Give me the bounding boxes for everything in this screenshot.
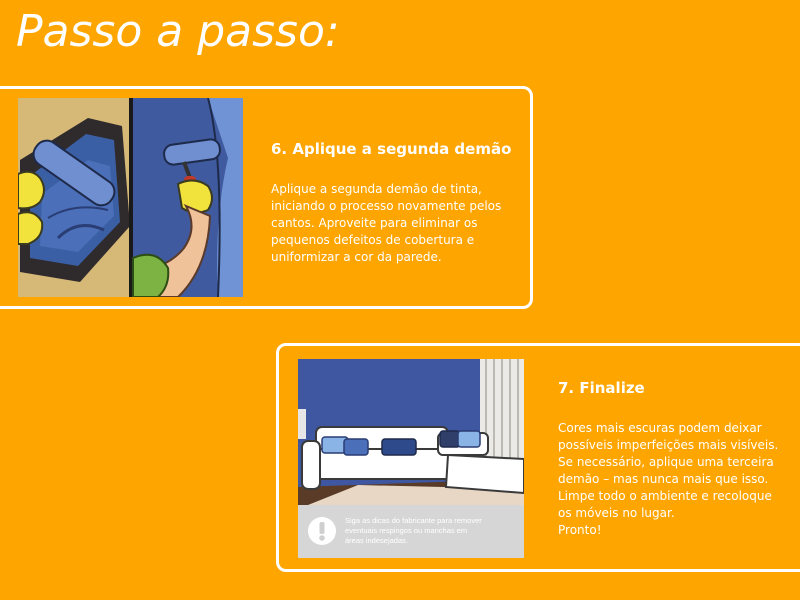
tip-box bbox=[298, 505, 524, 558]
painting-roller-wall-illustration bbox=[18, 98, 243, 297]
step-6-line: pequenos defeitos de cobertura e bbox=[271, 233, 475, 247]
step-7-line: possíveis imperfeições mais visíveis. bbox=[558, 438, 779, 452]
step-6-description bbox=[271, 181, 511, 266]
step-7-description bbox=[558, 420, 794, 539]
step-7-line: Cores mais escuras podem deixar bbox=[558, 421, 762, 435]
step-7-line: os móveis no lugar. bbox=[558, 506, 675, 520]
step-7-line: demão – mas nunca mais que isso. bbox=[558, 472, 769, 486]
step-7-title: 7. Finalize bbox=[558, 379, 645, 397]
living-room-sofa-illustration bbox=[298, 359, 524, 558]
step-6-title: 6. Aplique a segunda demão bbox=[271, 140, 512, 158]
step-6-line: cantos. Aproveite para eliminar os bbox=[271, 216, 478, 230]
step-6-line: iniciando o processo novamente pelos bbox=[271, 199, 502, 213]
step-6-line: Aplique a segunda demão de tinta, bbox=[271, 182, 482, 196]
page-title: Passo a passo: bbox=[16, 6, 340, 57]
tip-line: Siga as dicas do fabricante para remover bbox=[345, 516, 482, 525]
step-7-line: Se necessário, aplique uma terceira bbox=[558, 455, 774, 469]
tip-line: áreas indesejadas. bbox=[345, 536, 408, 545]
tip-line: eventuais respingos ou manchas em bbox=[345, 526, 468, 535]
step-7-line: Pronto! bbox=[558, 523, 602, 537]
exclamation-icon bbox=[307, 516, 337, 546]
tip-text bbox=[345, 516, 517, 546]
step-7-line: Limpe todo o ambiente e recoloque bbox=[558, 489, 772, 503]
step-6-line: uniformizar a cor da parede. bbox=[271, 250, 442, 264]
